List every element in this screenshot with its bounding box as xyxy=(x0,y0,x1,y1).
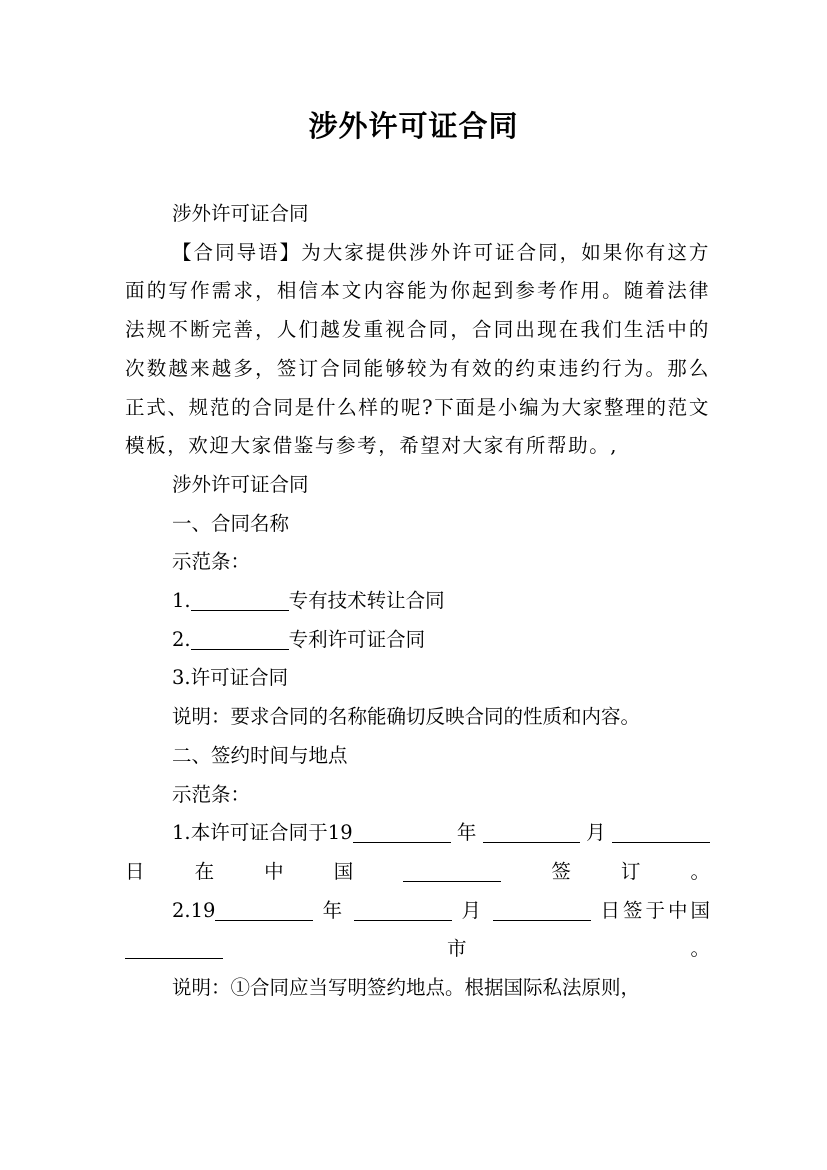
item1-end: 签订。 xyxy=(501,859,710,883)
item1-day-place: 日在中国 xyxy=(125,859,404,883)
item2-lead: 2.19 xyxy=(172,898,216,922)
item2-text: 专利许可证合同 xyxy=(288,627,426,651)
item2-year: 年 xyxy=(322,898,346,922)
item2-number: 2. xyxy=(172,627,191,651)
fill-blank xyxy=(403,860,501,881)
document-subtitle: 涉外许可证合同 xyxy=(172,202,309,225)
item1-number: 1. xyxy=(172,589,191,613)
section1-heading: 一、合同名称 xyxy=(172,511,290,535)
section1-item2 xyxy=(125,621,710,660)
section2-note: 说明：①合同应当写明签约地点。根据国际私法原则， xyxy=(172,976,641,1000)
fill-blank xyxy=(191,628,289,649)
document-body xyxy=(125,195,710,1008)
item1-month: 月 xyxy=(586,821,606,845)
document-title: 涉外许可证合同 xyxy=(308,109,519,143)
section2-heading: 二、签约时间与地点 xyxy=(172,743,348,767)
fill-blank xyxy=(191,590,289,611)
section2-item2 xyxy=(125,892,710,969)
item2-day-place: 日签于中国 xyxy=(600,898,710,922)
contract-heading: 涉外许可证合同 xyxy=(172,472,309,496)
section1-item1 xyxy=(125,582,710,621)
fill-blank xyxy=(612,822,710,843)
item1-text: 专有技术转让合同 xyxy=(288,589,445,613)
item1-year: 年 xyxy=(456,821,477,845)
fill-blank xyxy=(215,899,313,920)
section2-example-label: 示范条： xyxy=(172,782,251,806)
fill-blank xyxy=(353,822,451,843)
fill-blank xyxy=(483,822,580,843)
section1-note: 说明：要求合同的名称能确切反映合同的性质和内容。 xyxy=(172,705,641,729)
fill-blank xyxy=(125,938,223,959)
intro-paragraph: 【合同导语】为大家提供涉外许可证合同，如果你有这方面的写作需求，相信本文内容能为你起到参考作用。随着法律法规不断完善，人们越发重视合同，合同出现在我们生活中的次数越来越多，签订合同能够较为有效的约束违约行为。那么正式、规范的合同是什么样的呢?下面是小编为大家整理的范文模板，欢迎大家借鉴与参考，希望对大家有所帮助。, xyxy=(125,240,710,458)
fill-blank xyxy=(354,899,452,920)
section1-item3: 3.许可证合同 xyxy=(172,666,289,690)
item2-month: 月 xyxy=(461,898,485,922)
fill-blank xyxy=(493,899,591,920)
section1-example-label: 示范条： xyxy=(172,550,251,574)
item2-end: 市。 xyxy=(223,937,710,961)
section2-item1 xyxy=(125,814,710,891)
item1-lead: 1.本许可证合同于19 xyxy=(172,821,353,845)
